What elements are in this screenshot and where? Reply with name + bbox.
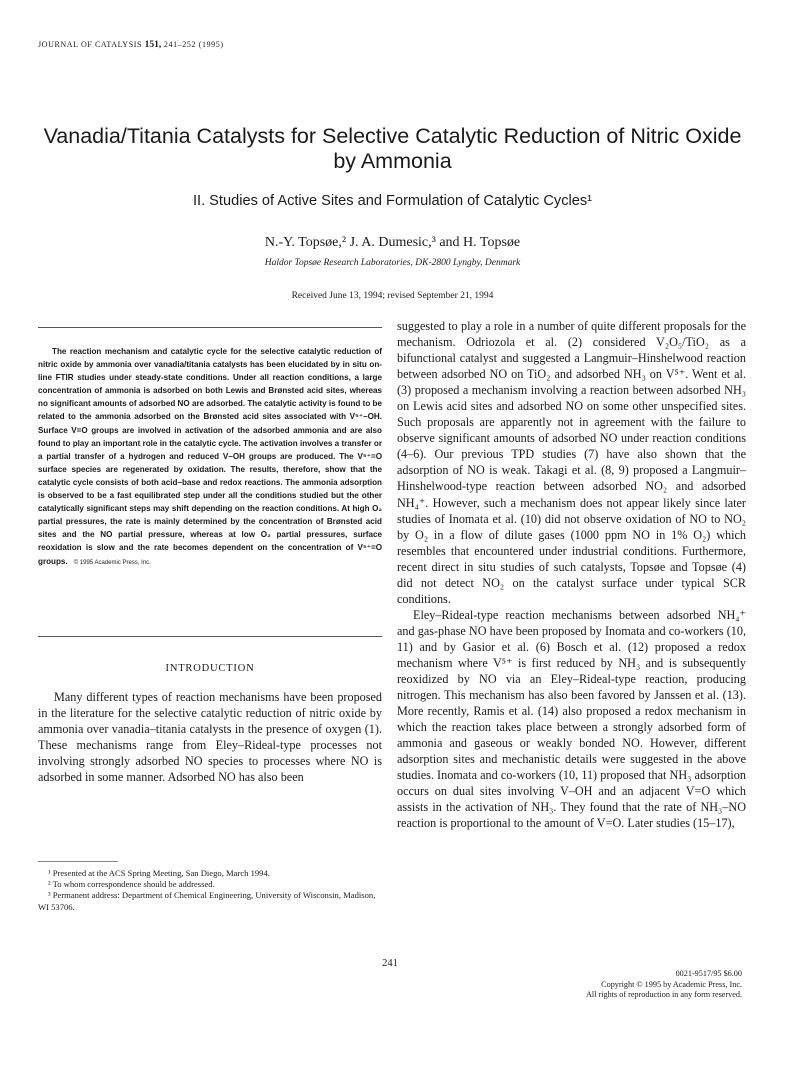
page-number: 241 <box>382 958 398 969</box>
rights-line: All rights of reproduction in any form reserved. <box>586 990 742 1000</box>
abstract-text: The reaction mechanism and catalytic cycle for the selective catalytic reduction of nitric oxide by ammonia over vanadia/titania catalysts has been elucidated by in situ on-line FTIR studies under steady-state conditions. Under all reaction conditions, a large concentration of ammonia is adsorbed on both Lewis and Brønsted acid sites, whereas no significant amounts of adsorbed NO are adsorbed. The catalytic activity is found to be related to the ammonia adsorbed on the Brønsted acid sites associated with V⁵⁺–OH. Surface V=O groups are involved in activation of the adsorbed ammonia and are also found to play an important role in the catalytic cycle. The activation involves a transfer or a partial transfer of a hydrogen and reduced V–OH groups are produced. The V⁵⁺=O surface species are regenerated by oxidation. The results, therefore, show that the catalytic cycle consists of both acid–base and redox reactions. The ammonia adsorption is observed to be a fast equilibrated step under all the conditions studied but the other catalytically significant steps may shift depending on the reaction conditions. At high O₂ partial pressures, the rate is mainly determined by the concentration of Brønsted acid sites and the NO partial pressure, whereas at low O₂ partial pressures, surface reoxidation is slow and the rate becomes dependent on the concentration of V⁵⁺=O groups. <box>38 347 382 566</box>
footnote-2: ² To whom correspondence should be addressed. <box>48 879 215 890</box>
copyright-block <box>480 969 742 1001</box>
footnote-rule <box>38 861 118 862</box>
right-paragraph-1: suggested to play a role in a number of quite different proposals for the mechanism. Odriozola et al. (2) considered V₂O₅/TiO₂ as a bifunctional catalyst and suggested a Langmuir–Hinshelwood reaction between adsorbed NO on TiO₂ and adsorbed NH₃ on V⁵⁺. Went et al. (3) proposed a mechanism involving a reaction between adsorbed NH₃ on Lewis acid sites and adsorbed NO on some other unspecified sites. Such proposals are apparently not in agreement with the failure to observe significant amounts of adsorbed NO under reaction conditions (4–6). Our previous TPD studies (7) have also shown that the adsorption of NO is weak. Takagi et al. (8, 9) proposed a Langmuir–Hinshelwood-type reaction between adsorbed NO₂ and adsorbed NH₄⁺. However, such a mechanism does not appear likely since later studies of Inomata et al. (10) did not observe oxidation of NO to NO₂ by O₂ in a flow of dilute gases (1000 ppm NO in 1% O₂) which resembles that encountered under industrial conditions. Furthermore, recent direct in situ studies of such catalysts, Topsøe and Topsøe (4) did not detect NO₂ on the catalyst surface under typical SCR conditions. <box>397 319 746 606</box>
footnote-3: ³ Permanent address: Department of Chemical Engineering, University of Wisconsin, Madison, WI 53706. <box>38 890 376 912</box>
received-dates: Received June 13, 1994; revised September 21, 1994 <box>291 291 494 301</box>
journal-volume: 151, <box>144 40 162 50</box>
abstract-copyright: © 1995 Academic Press, Inc. <box>73 559 151 566</box>
right-paragraph-2: Eley–Rideal-type reaction mechanisms between adsorbed NH₄⁺ and gas-phase NO have been proposed by Inomata and co-workers (10, 11) and by Gasior et al. (6) Bosch et al. (12) proposed a redox mechanism where V⁵⁺ is first reduced by NH₃ and is subsequently reoxidized by NO via an Eley–Rideal-type reaction, producing nitrogen. This mechanism has also been favored by Janssen et al. (13). More recently, Ramis et al. (14) also proposed a redox mechanism in which the reaction takes place between a strongly adsorbed form of ammonia and gaseous or weakly bonded NO. However, different adsorption sites and mechanistic details were suggested in the above studies. Inomata and co-workers (10, 11) proposed that NH₃ adsorption occurs on dual sites involving V–OH and an adjacent V=O which assists in the activation of NH₃. They found that the rate of NH₃–NO reaction is proportional to the amount of V=O. Later studies (15–17), <box>397 607 746 831</box>
article-title: Vanadia/Titania Catalysts for Selective Catalytic Reduction of Nitric Oxide by Ammonia <box>43 124 742 173</box>
abstract <box>38 345 382 570</box>
footnote-1: ¹ Presented at the ACS Spring Meeting, San Diego, March 1994. <box>48 868 270 878</box>
section-heading-introduction: INTRODUCTION <box>165 663 255 674</box>
footnotes <box>38 868 382 913</box>
running-header <box>38 40 224 50</box>
introduction-paragraph: Many different types of reaction mechanisms have been proposed in the literature for the selective catalytic reduction of nitric oxide by ammonia over vanadia–titania catalysts in the presence of oxygen (1). These mechanisms range from Eley–Rideal-type processes not involving strongly adsorbed NO species to processes where NO is adsorbed in some manner. Adsorbed NO has also been <box>38 690 382 785</box>
article-affiliation: Haldor Topsøe Research Laboratories, DK-2800 Lyngby, Denmark <box>264 258 521 268</box>
abstract-bottom-rule <box>38 636 382 637</box>
right-column-body <box>397 318 746 832</box>
journal-pages: 241–252 (1995) <box>163 40 224 49</box>
issn-price: 0021-9517/95 $6.00 <box>675 969 742 978</box>
journal-name: JOURNAL OF CATALYSIS <box>38 40 143 49</box>
article-authors: N.-Y. Topsøe,² J. A. Dumesic,³ and H. Topsøe <box>264 235 521 250</box>
abstract-top-rule <box>38 327 382 328</box>
copyright-line: Copyright © 1995 by Academic Press, Inc. <box>601 979 742 989</box>
introduction-body <box>38 689 382 786</box>
article-subtitle: II. Studies of Active Sites and Formulation of Catalytic Cycles¹ <box>192 193 593 209</box>
